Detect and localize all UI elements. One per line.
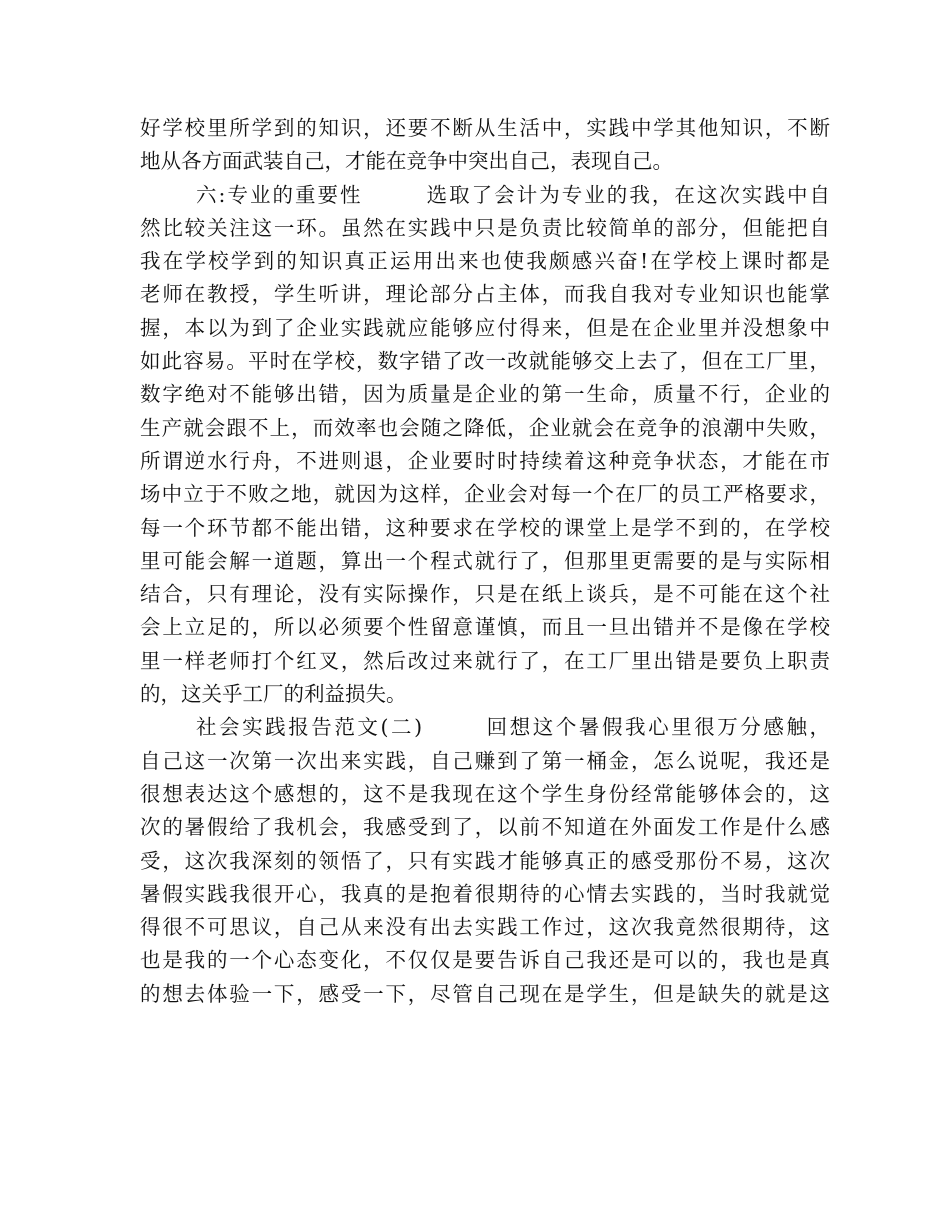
- section-heading: 六:专业的重要性: [196, 182, 363, 207]
- text-line: 每一个环节都不能出错，这种要求在学校的课堂上是学不到的，在学校: [140, 515, 830, 540]
- text-line: 很想表达这个感想的，这不是我现在这个学生身份经常能够体会的，这: [140, 781, 830, 806]
- text-line: 所谓逆水行舟，不进则退，企业要时时持续着这种竞争状态，才能在市: [140, 448, 830, 473]
- text-line: 结合，只有理论，没有实际操作，只是在纸上谈兵，是不可能在这个社: [140, 582, 830, 607]
- text-line: 老师在教授，学生听讲，理论部分占主体，而我自我对专业知识也能掌: [140, 282, 830, 307]
- text-line: 场中立于不败之地，就因为这样，企业会对每一个在厂的员工严格要求，: [140, 482, 830, 507]
- text-line: 暑假实践我很开心，我真的是抱着很期待的心情去实践的，当时我就觉: [140, 881, 830, 906]
- text-line: 也是我的一个心态变化，不仅仅是要告诉自己我还是可以的，我也是真: [140, 948, 830, 973]
- text-line: 里一样老师打个红叉，然后改过来就行了，在工厂里出错是要负上职责: [140, 648, 830, 673]
- text-line: 我在学校学到的知识真正运用出来也使我颇感兴奋!在学校上课时都是: [140, 249, 830, 274]
- text-line: 如此容易。平时在学校，数字错了改一改就能够交上去了，但在工厂里，: [140, 349, 830, 374]
- text-line: 得很不可思议，自己从来没有出去实践工作过，这次我竟然很期待，这: [140, 915, 830, 940]
- text-line: 然比较关注这一环。虽然在实践中只是负责比较简单的部分，但能把自: [140, 215, 830, 240]
- text-line: 自己这一次第一次出来实践，自己赚到了第一桶金，怎么说呢，我还是: [140, 748, 830, 773]
- text-line: 里可能会解一道题，算出一个程式就行了，但那里更需要的是与实际相: [140, 548, 830, 573]
- text-line: 会上立足的，所以必须要个性留意谨慎，而且一旦出错并不是像在学校: [140, 615, 830, 640]
- text-line: 数字绝对不能够出错，因为质量是企业的第一生命，质量不行，企业的: [140, 382, 830, 407]
- text-line: 的想去体验一下，感受一下，尽管自己现在是学生，但是缺失的就是这: [140, 981, 830, 1006]
- text-line: 回想这个暑假我心里很万分感触，: [484, 715, 830, 740]
- document-body: [140, 112, 830, 1011]
- text-line: 好学校里所学到的知识，还要不断从生活中，实践中学其他知识，不断: [140, 116, 830, 140]
- text-line: 受，这次我深刻的领悟了，只有实践才能够真正的感受那份不易，这次: [140, 848, 830, 873]
- section-heading-line: [140, 179, 830, 212]
- text-line: 生产就会跟不上，而效率也会随之降低，企业就会在竞争的浪潮中失败，: [140, 415, 830, 440]
- text-line: 的，这关乎工厂的利益损失。: [140, 682, 407, 707]
- text-line: 握，本以为到了企业实践就应能够应付得来，但是在企业里并没想象中: [140, 315, 830, 340]
- text-line: 选取了会计为专业的我，在这次实践中自: [424, 182, 830, 207]
- text-line: 次的暑假给了我机会，我感受到了，以前不知道在外面发工作是什么感: [140, 815, 830, 840]
- text-line: 地从各方面武装自己，才能在竞争中突出自己，表现自己。: [140, 149, 673, 174]
- section-heading-line: [140, 711, 830, 744]
- section-heading: 社会实践报告范文(二): [196, 715, 423, 740]
